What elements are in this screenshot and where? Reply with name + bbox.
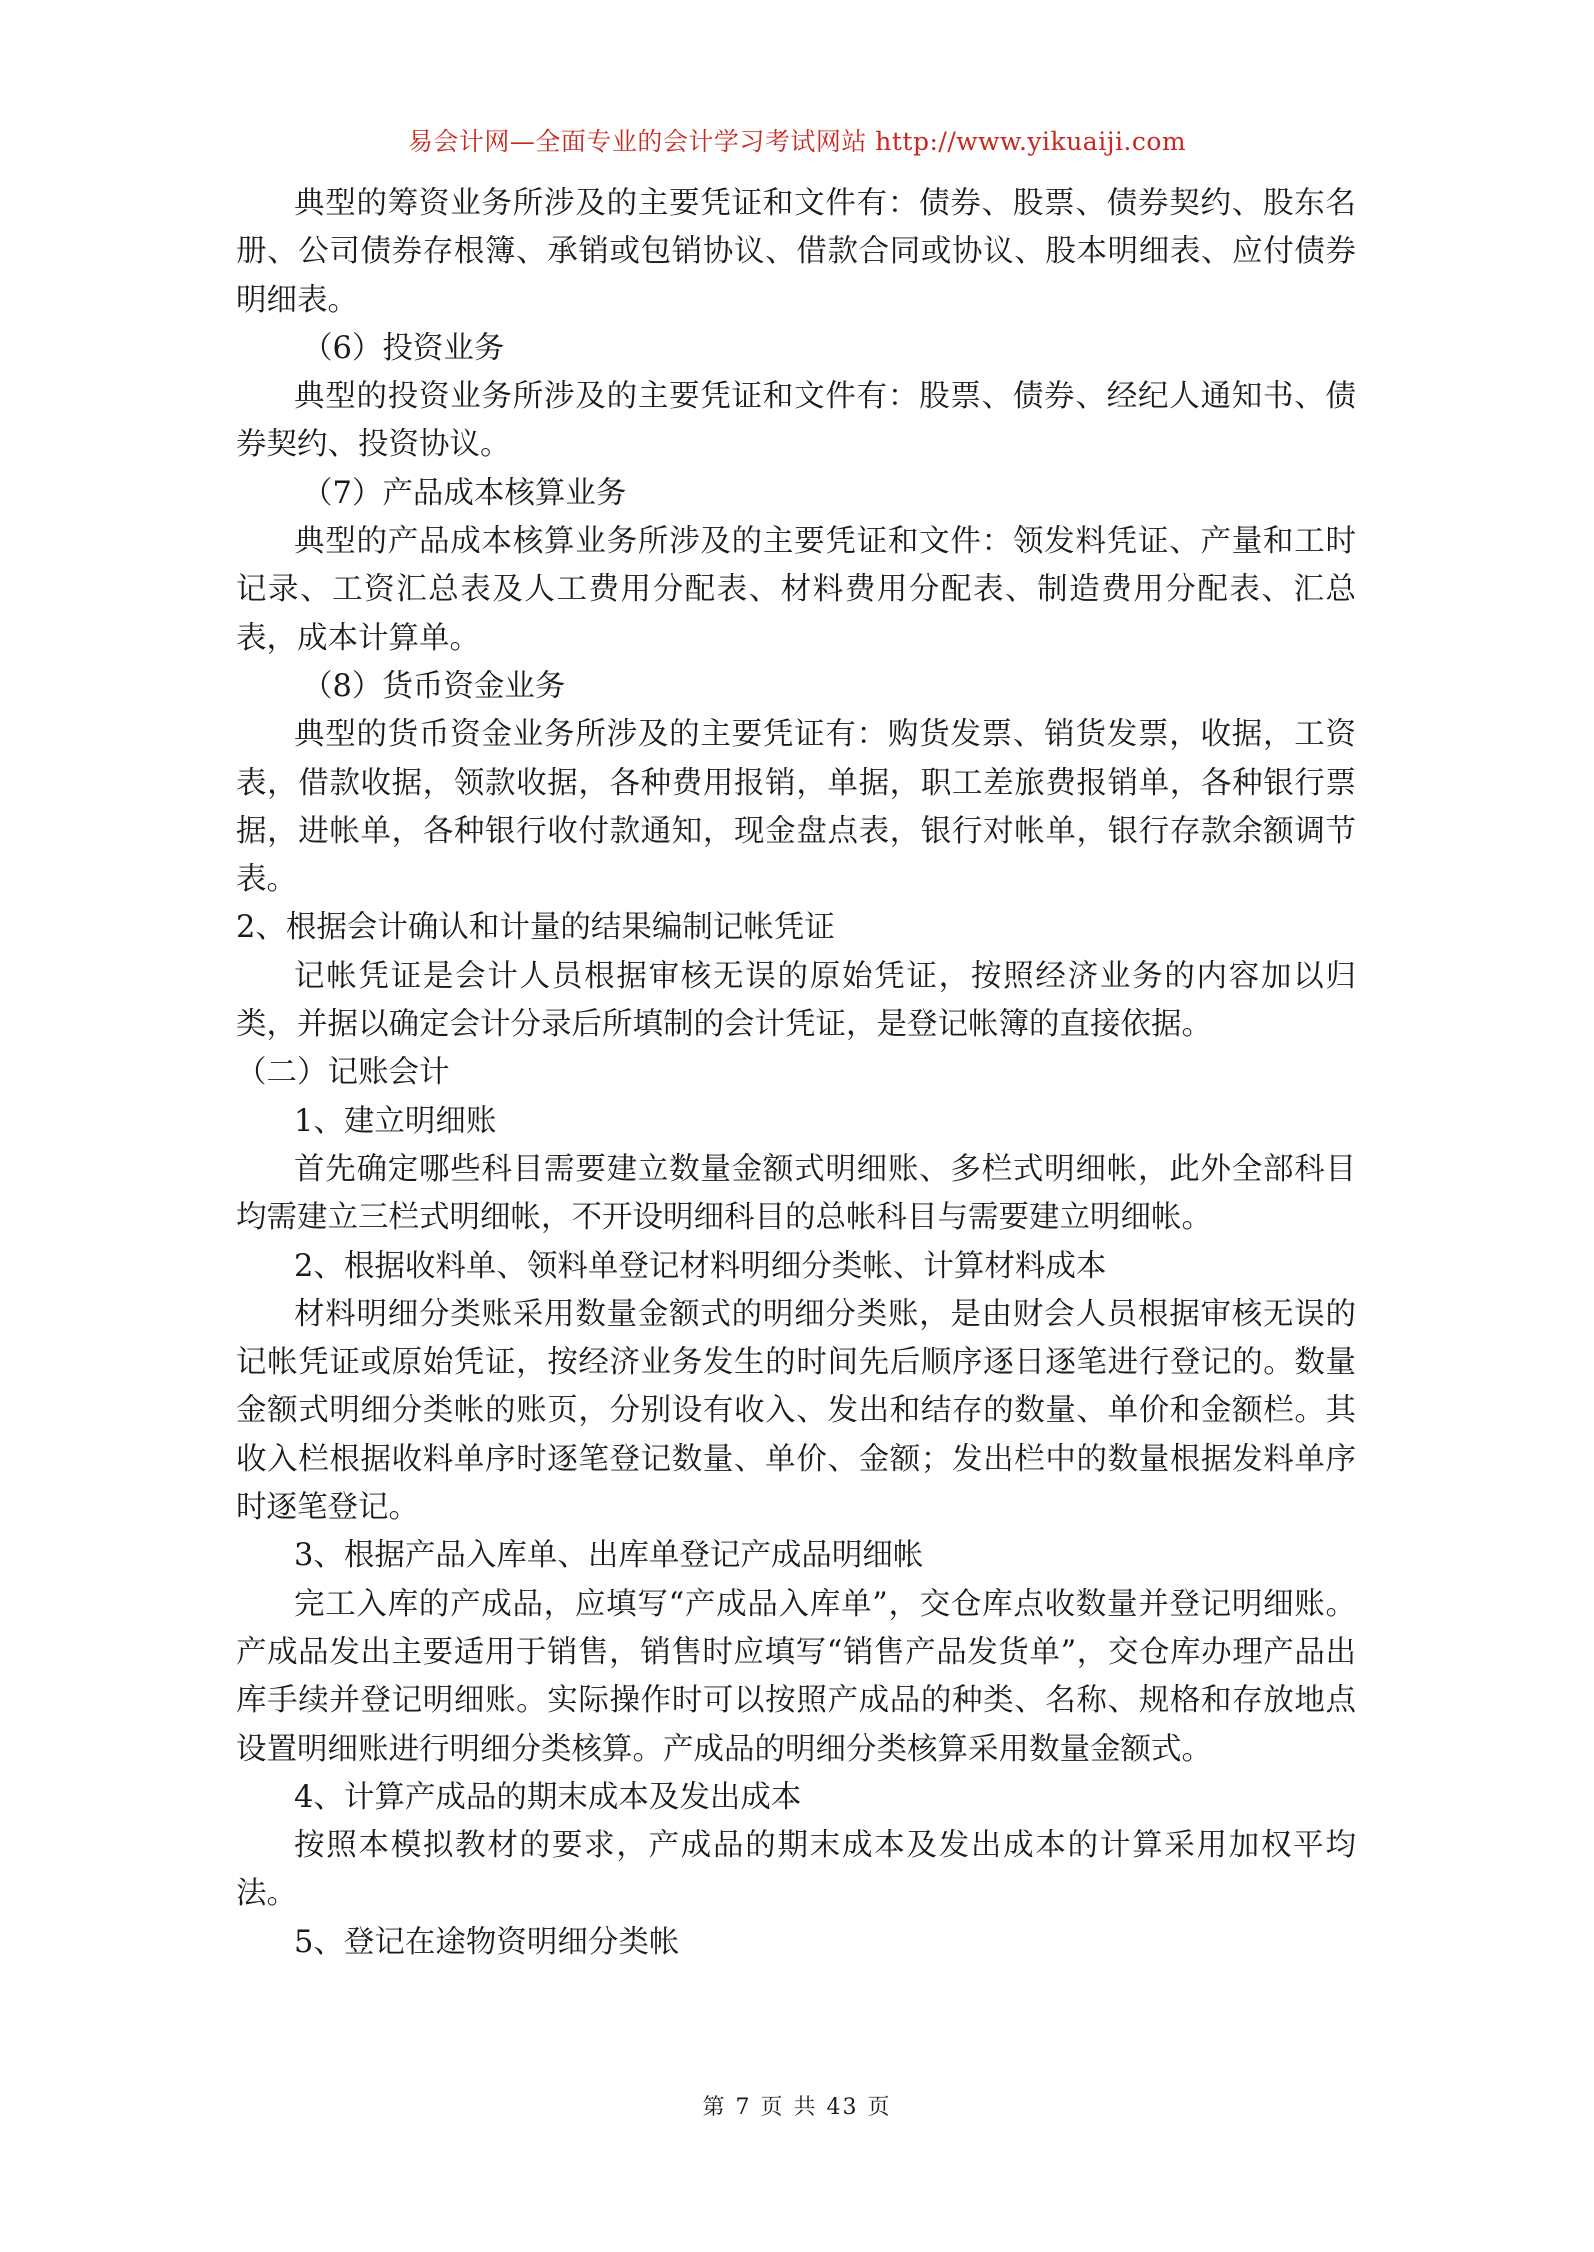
section-heading: 1、建立明细账 xyxy=(294,1103,497,1139)
section-heading: （二）记账会计 xyxy=(236,1055,450,1091)
section-heading: （8）货币资金业务 xyxy=(302,668,566,704)
paragraph: 按照本模拟教材的要求，产成品的期末成本及发出成本的计算采用加权平均法。 xyxy=(236,1828,1356,1912)
paragraph: 记帐凭证是会计人员根据审核无误的原始凭证，按照经济业务的内容加以归类，并据以确定会计分录后所填制的会计凭证，是登记帐簿的直接依据。 xyxy=(236,958,1356,1043)
paragraph: 典型的投资业务所涉及的主要凭证和文件有：股票、债券、经纪人通知书、债券契约、投资协议。 xyxy=(236,379,1356,463)
paragraph: 完工入库的产成品，应填写“产成品入库单”，交仓库点收数量并登记明细账。产成品发出主要适用于销售，销售时应填写“销售产品发货单”，交仓库办理产品出库手续并登记明细账。实际操作时可以按照产成品的种类、名称、规格和存放地点设置明细账进行明细分类核算。产成品的明细分类核算采用数量金额式。 xyxy=(236,1586,1356,1767)
section-heading: 5、登记在途物资明细分类帐 xyxy=(294,1924,680,1960)
section-heading: （7）产品成本核算业务 xyxy=(302,475,627,511)
page-number: 第 7 页 共 43 页 xyxy=(702,2095,892,2120)
paragraph: 典型的货币资金业务所涉及的主要凭证有：购货发票、销货发票，收据，工资表，借款收据，领款收据，各种费用报销，单据，职工差旅费报销单，各种银行票据，进帐单，各种银行收付款通知，现金盘点表，银行对帐单，银行存款余额调节表。 xyxy=(236,717,1356,898)
section-heading: 2、根据收料单、领料单登记材料明细分类帐、计算材料成本 xyxy=(294,1248,1107,1284)
page-header: 易会计网—全面专业的会计学习考试网站 http://www.yikuaiji.com xyxy=(407,127,1187,156)
section-heading: 3、根据产品入库单、出库单登记产成品明细帐 xyxy=(294,1538,924,1574)
section-heading: （6）投资业务 xyxy=(302,330,505,366)
paragraph: 典型的筹资业务所涉及的主要凭证和文件有：债券、股票、债券契约、股东名册、公司债券存根簿、承销或包销协议、借款合同或协议、股本明细表、应付债券明细表。 xyxy=(236,186,1356,318)
paragraph: 首先确定哪些科目需要建立数量金额式明细账、多栏式明细帐，此外全部科目均需建立三栏式明细帐，不开设明细科目的总帐科目与需要建立明细帐。 xyxy=(236,1151,1356,1236)
paragraph: 材料明细分类账采用数量金额式的明细分类账，是由财会人员根据审核无误的记帐凭证或原始凭证，按经济业务发生的时间先后顺序逐日逐笔进行登记的。数量金额式明细分类帐的账页，分别设有收入、发出和结存的数量、单价和金额栏。其收入栏根据收料单序时逐笔登记数量、单价、金额；发出栏中的数量根据发料单序时逐笔登记。 xyxy=(236,1296,1356,1526)
body-content xyxy=(236,180,1356,1967)
section-heading: 2、根据会计确认和计量的结果编制记帐凭证 xyxy=(236,910,835,946)
section-heading: 4、计算产成品的期末成本及发出成本 xyxy=(294,1779,802,1815)
paragraph: 典型的产品成本核算业务所涉及的主要凭证和文件：领发料凭证、产量和工时记录、工资汇总表及人工费用分配表、材料费用分配表、制造费用分配表、汇总表，成本计算单。 xyxy=(236,524,1356,656)
